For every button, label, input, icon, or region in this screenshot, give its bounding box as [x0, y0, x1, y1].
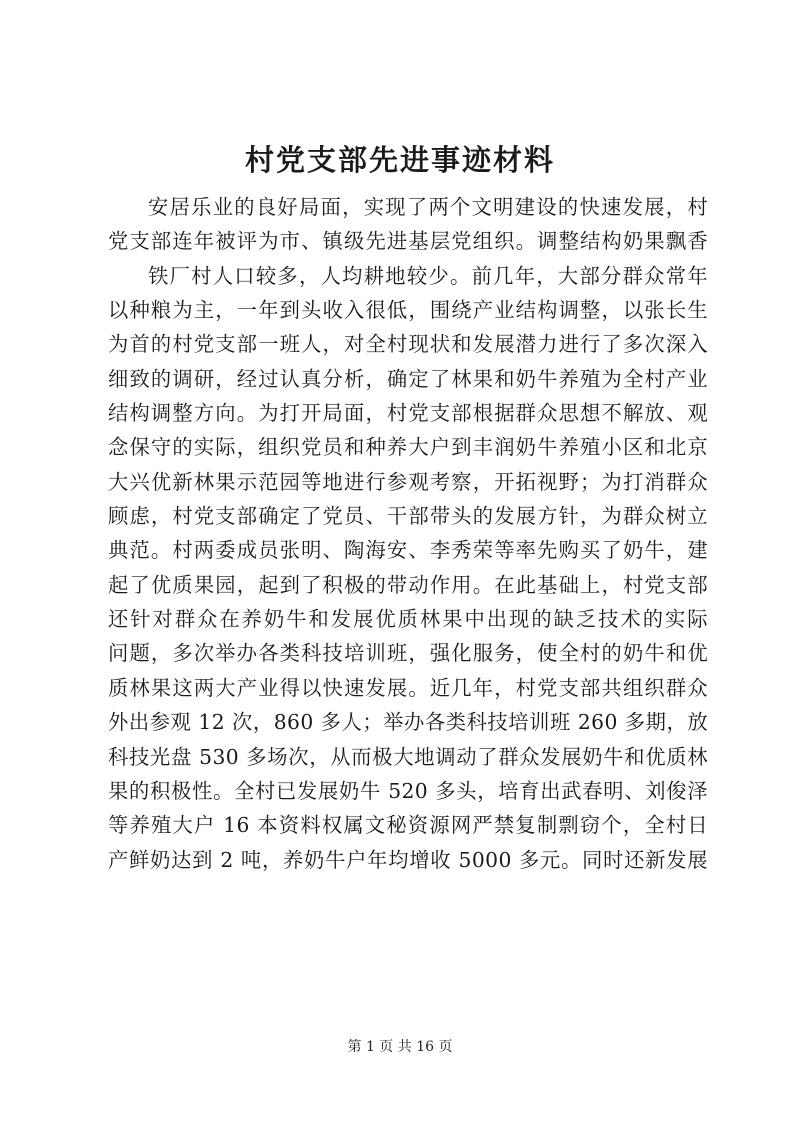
body-line: 质林果这两大产业得以快速发展。近几年，村党支部共组织群众 — [108, 675, 708, 700]
body-line: 果的积极性。全村已发展奶牛 520 多头，培育出武春明、刘俊泽 — [108, 778, 708, 803]
body-line: 起了优质果园，起到了积极的带动作用。在此基础上，村党支部 — [108, 572, 708, 597]
document-body — [108, 190, 708, 877]
body-line: 还针对群众在养奶牛和发展优质林果中出现的缺乏技术的实际 — [108, 607, 708, 632]
body-line: 安居乐业的良好局面，实现了两个文明建设的快速发展，村 — [148, 195, 708, 219]
body-line: 结构调整方向。为打开局面，村党支部根据群众思想不解放、观 — [108, 401, 708, 426]
body-line: 以种粮为主，一年到头收入很低，围绕产业结构调整，以张长生 — [108, 298, 708, 323]
body-line: 为首的村党支部一班人，对全村现状和发展潜力进行了多次深入 — [108, 332, 708, 357]
document-title: 村党支部先进事迹材料 — [244, 143, 555, 177]
body-line: 细致的调研，经过认真分析，确定了林果和奶牛养殖为全村产业 — [108, 366, 708, 391]
body-line: 科技光盘 530 多场次，从而极大地调动了群众发展奶牛和优质林 — [108, 744, 708, 769]
body-line: 产鲜奶达到 2 吨，养奶牛户年均增收 5000 多元。同时还新发展 — [108, 847, 708, 872]
body-line: 党支部连年被评为市、镇级先进基层党组织。调整结构奶果飘香 — [108, 229, 708, 254]
body-line: 铁厂村人口较多，人均耕地较少。前几年，大部分群众常年 — [148, 263, 708, 288]
page-number: 第 1 页 共 16 页 — [347, 1039, 453, 1055]
body-line: 大兴优新林果示范园等地进行参观考察，开拓视野；为打消群众 — [108, 469, 708, 494]
body-line: 外出参观 12 次，860 多人；举办各类科技培训班 260 多期，放 — [108, 710, 708, 735]
body-line: 典范。村两委成员张明、陶海安、李秀荣等率先购买了奶牛，建 — [108, 538, 708, 563]
body-line: 念保守的实际，组织党员和种养大户到丰润奶牛养殖小区和北京 — [108, 435, 708, 460]
body-line: 等养殖大户 16 本资料权属文秘资源网严禁复制剽窃个，全村日 — [108, 813, 708, 838]
body-line: 问题，多次举办各类科技培训班，强化服务，使全村的奶牛和优 — [108, 641, 708, 666]
body-line: 顾虑，村党支部确定了党员、干部带头的发展方针，为群众树立 — [108, 504, 708, 529]
